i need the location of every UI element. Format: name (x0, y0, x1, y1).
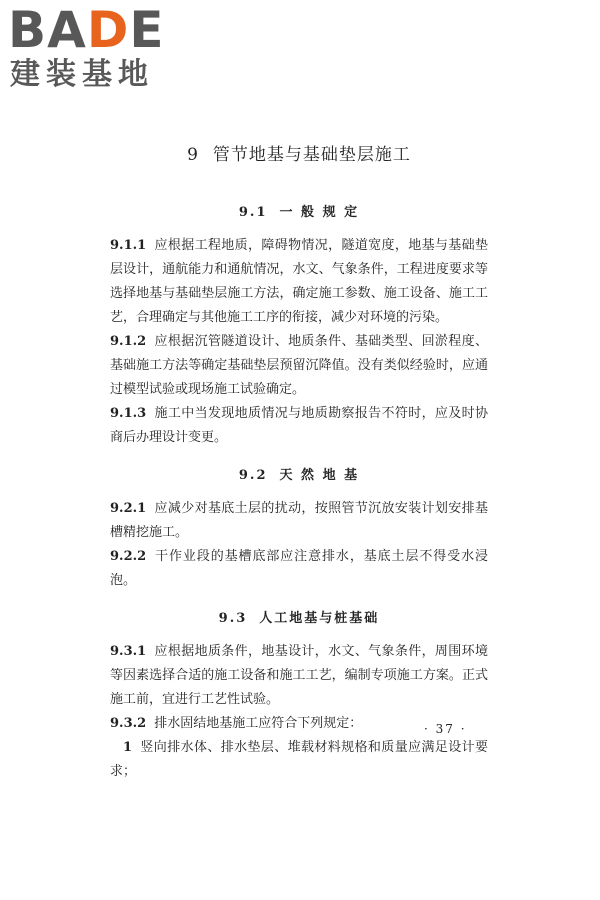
clause-text: 应减少对基底土层的扰动，按照管节沉放安装计划安排基槽精挖施工。 (110, 501, 488, 540)
section-title-text: 天 然 地 基 (279, 468, 360, 483)
clause-number: 9.1.1 (110, 238, 147, 253)
chapter-title-text: 管节地基与基础垫层施工 (212, 145, 411, 165)
clause-number: 9.2.2 (110, 549, 147, 564)
document-page (110, 140, 488, 784)
section-number: 9.2 (238, 468, 268, 483)
clause (110, 545, 488, 593)
section-title (110, 607, 488, 626)
clause (110, 402, 488, 450)
page-number: · 37 · (424, 722, 467, 736)
clause (110, 497, 488, 545)
list-item (110, 736, 488, 784)
clause-number: 9.1.3 (110, 406, 147, 421)
bade-logo (8, 2, 178, 98)
clause (110, 640, 488, 712)
section-number: 9.1 (238, 205, 268, 220)
clause-text: 排水固结地基施工应符合下列规定： (154, 716, 363, 731)
logo-word-part1: BA (8, 1, 87, 59)
chapter-title (110, 140, 488, 165)
clause-text: 应根据工程地质，障碍物情况，隧道宽度，地基与基础垫层设计，通航能力和通航情况，水文、气象条件，工程进度要求等选择地基与基础垫层施工方法，确定施工参数、施工设备、施工工艺，合理确定与其他施工工序的衔接，减少对环境的污染。 (110, 238, 488, 325)
logo-subtitle: 建装基地 (10, 57, 154, 92)
clause (110, 330, 488, 402)
chapter-number: 9 (187, 145, 199, 165)
clause-number: 9.3.1 (110, 644, 147, 659)
logo-word-accent: D (86, 1, 130, 59)
section-title (110, 464, 488, 483)
spacer (110, 450, 488, 464)
list-item-number: 1 (123, 740, 133, 755)
clause-number: 9.1.2 (110, 334, 147, 349)
clause (110, 234, 488, 330)
clause-text: 施工中当发现地质情况与地质勘察报告不符时，应及时协商后办理设计变更。 (110, 406, 488, 445)
logo-wordmark (8, 2, 164, 58)
clause-number: 9.3.2 (110, 716, 147, 731)
clause-number: 9.2.1 (110, 501, 147, 516)
clause-text: 干作业段的基槽底部应注意排水，基底土层不得受水浸泡。 (110, 549, 488, 588)
list-item-text: 竖向排水体、排水垫层、堆载材料规格和质量应满足设计要求； (110, 740, 488, 779)
section-title (110, 201, 488, 220)
clause-text: 应根据地质条件，地基设计，水文、气象条件，周围环境等因素选择合适的施工设备和施工工艺，编制专项施工方案。正式施工前，宜进行工艺性试验。 (110, 644, 488, 707)
spacer (110, 593, 488, 607)
section-title-text: 人工地基与桩基础 (259, 611, 380, 626)
section-number: 9.3 (218, 611, 248, 626)
logo-word-part3: E (129, 1, 165, 59)
clause-text: 应根据沉管隧道设计、地质条件、基础类型、回淤程度、基础施工方法等确定基础垫层预留沉降值。没有类似经验时，应通过模型试验或现场施工试验确定。 (110, 334, 488, 397)
section-title-text: 一 般 规 定 (279, 205, 360, 220)
